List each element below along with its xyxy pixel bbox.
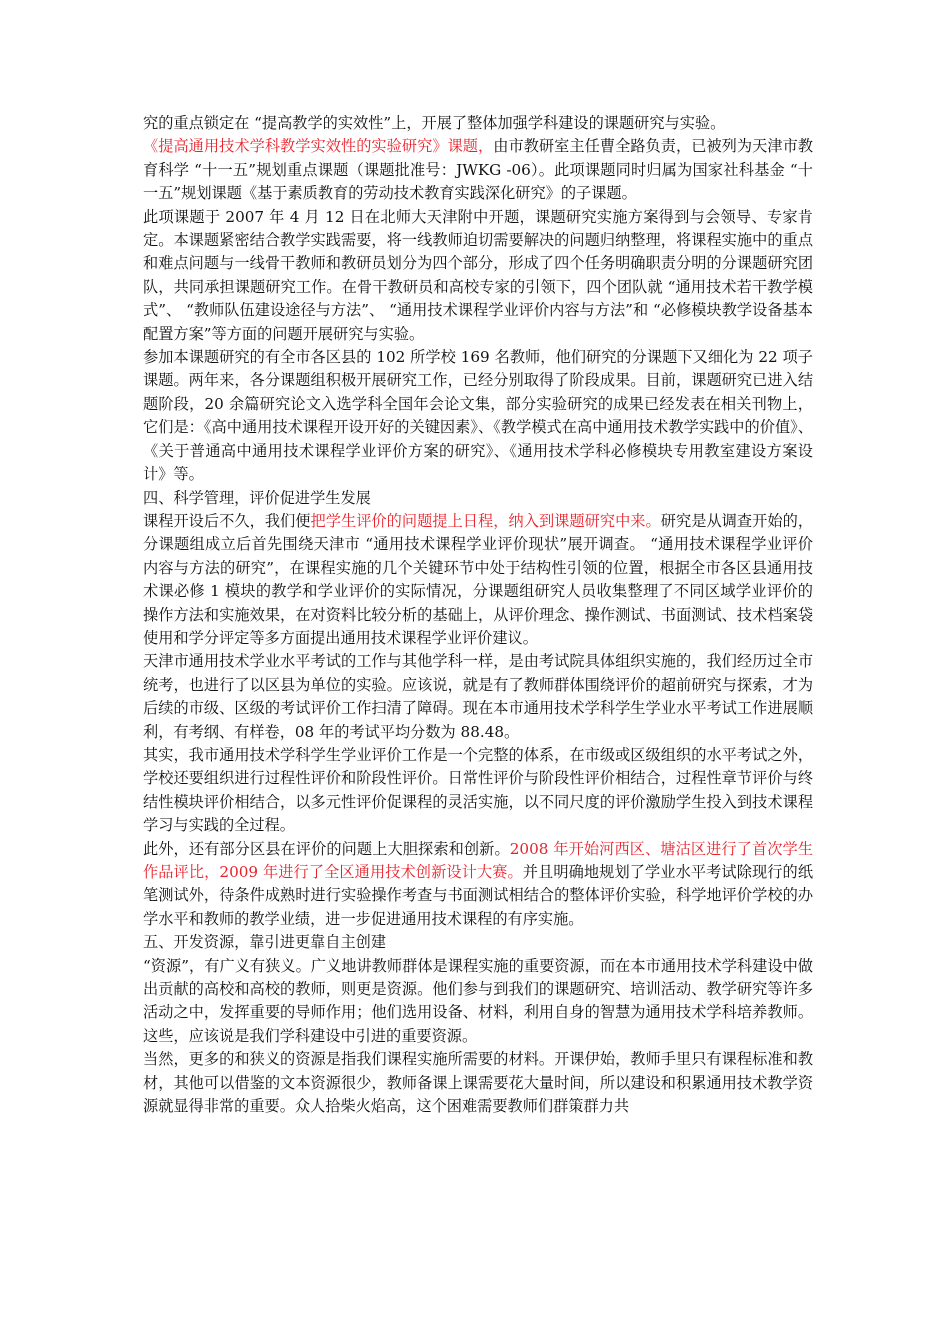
paragraph-innovation: [143, 838, 813, 932]
text-segment: 其实，我市通用技术学科学生学业评价工作是一个完整的体系，在市级或区级组织的水平考试之外，学校还要组织进行过程性评价和阶段性评价。日常性评价与阶段性评价相结合，过程性章节评价与终结性模块评价相结合，以多元性评价促课程的灵活实施，以不同尺度的评价激励学生投入到技术课程学习与实践的全过程。: [143, 745, 813, 835]
text-segment: 究的重点锁定在 “提高教学的实效性”上，开展了整体加强学科建设的课题研究与实验。: [143, 114, 726, 132]
text-segment: 课程开设后不久，我们便: [143, 511, 311, 530]
heading-text: 五、开发资源，靠引进更靠自主创建: [143, 933, 386, 952]
heading-text: 四、科学管理，评价促进学生发展: [143, 488, 371, 507]
document-page: [143, 112, 813, 1118]
section-heading-4: [143, 487, 813, 510]
highlighted-text: 把学生评价的问题提上日程，纳入到课题研究中来。: [310, 511, 661, 530]
text-segment: 研究是从调查开始的，分课题组成立后首先围绕天津市 “通用技术课程学业评价现状”展开调查。 “通用技术课程学业评价内容与方法的研究”，在课程实施的几个关键环节中处于结构性引领的位置，根据全市各区县通用技术课必修 1 模块的教学和学业评价的实际情况，分课题组研究人员收集整理了不同区域学业评价的操作方法和实施效果，在对资料比较分析的基础上，从评价理念、操作测试、书面测试、技术档案袋使用和学分评定等多方面提出通用技术课程学业评价建议。: [143, 511, 814, 647]
text-segment: 天津市通用技术学业水平考试的工作与其他学科一样，是由考试院具体组织实施的，我们经历过全市统考，也进行了以区县为单位的实验。应该说，就是有了教师群体围绕评价的超前研究与探索，才为后续的市级、区级的考试评价工作扫清了障碍。现在本市通用技术学科学生学业水平考试工作进展顺利，有考纲、有样卷，08 年的考试平均分数为 88.48。: [143, 652, 813, 741]
text-segment: 此项课题于 2007 年 4 月 12 日在北师大天津附中开题，课题研究实施方案得到与会领导、专家肯定。本课题紧密结合教学实践需要，将一线教师迫切需要解决的问题归纳整理，将课程实施中的重点和难点问题与一线骨干教师和教研员划分为四个部分，形成了四个任务明确职责分明的分课题研究团队，共同承担课题研究工作。在骨干教研员和高校专家的引领下，四个团队就 “通用技术若干教学模式”、 “教师队伍建设途径与方法”、 “通用技术课程学业评价内容与方法”和 “必修模块教学设备基本配置方案”等方面的问题开展研究与实验。: [143, 207, 813, 343]
highlighted-text: 2008 年开始河西区、塘沽区进行了首次学生作品评比，2009 年进行了全区通用技术创新设计大赛。: [143, 839, 814, 881]
paragraph-materials: [143, 1048, 813, 1118]
text-segment: 由市教研室主任曹全路负责，已被列为天津市教育科学 “十一五”规划重点课题（课题批准号：JWKG -06）。此项课题同时归属为国家社科基金 “十一五”规划课题《基于素质教育的劳动技术教育实践深化研究》的子课题。: [143, 137, 814, 203]
paragraph-evaluation: [143, 510, 813, 650]
paragraph-intro-tail: [143, 112, 813, 135]
paragraph-project-start: [143, 206, 813, 346]
paragraph-exam: [143, 650, 813, 744]
paragraph-participants: [143, 346, 813, 486]
text-segment: 参加本课题研究的有全市各区县的 102 所学校 169 名教师，他们研究的分课题下又细化为 22 项子课题。两年来，各分课题组积极开展研究工作，已经分别取得了阶段成果。目前，课题研究已进入结题阶段，20 余篇研究论文入选学科全国年会论文集，部分实验研究的成果已经发表在相关刊物上，它们是：《高中通用技术课程开设开好的关键因素》、《教学模式在高中通用技术教学实践中的价值》、《关于普通高中通用技术课程学业评价方案的研究》、《通用技术学科必修模块专用教室建设方案设计》等。: [143, 348, 813, 484]
section-heading-5: [143, 931, 813, 954]
paragraph-project-title: [143, 135, 813, 205]
text-segment: 当然，更多的和狭义的资源是指我们课程实施所需要的材料。开课伊始，教师手里只有课程标准和教材，其他可以借鉴的文本资源很少，教师备课上课需要花大量时间，所以建设和积累通用技术教学资源就显得非常的重要。众人拾柴火焰高，这个困难需要教师们群策群力共: [143, 1050, 813, 1116]
paragraph-system: [143, 744, 813, 838]
highlighted-text: 《提高通用技术学科教学实效性的实验研究》课题，: [143, 137, 494, 156]
text-segment: 此外，还有部分区县在评价的问题上大胆探索和创新。: [143, 839, 510, 858]
text-segment: 并且明确地规划了学业水平考试除现行的纸笔测试外，待条件成熟时进行实验操作考查与书面测试相结合的整体评价实验，科学地评价学校的办学水平和教师的教学业绩，进一步促进通用技术课程的有序实施。: [143, 863, 814, 928]
paragraph-resources: [143, 955, 813, 1049]
text-segment: “资源”，有广义有狭义。广义地讲教师群体是课程实施的重要资源，而在本市通用技术学科建设中做出贡献的高校和高校的教师，则更是资源。他们参与到我们的课题研究、培训活动、教学研究等许多活动之中，发挥重要的导师作用；他们选用设备、材料，利用自身的智慧为通用技术学科培养教师。这些，应该说是我们学科建设中引进的重要资源。: [143, 956, 813, 1045]
